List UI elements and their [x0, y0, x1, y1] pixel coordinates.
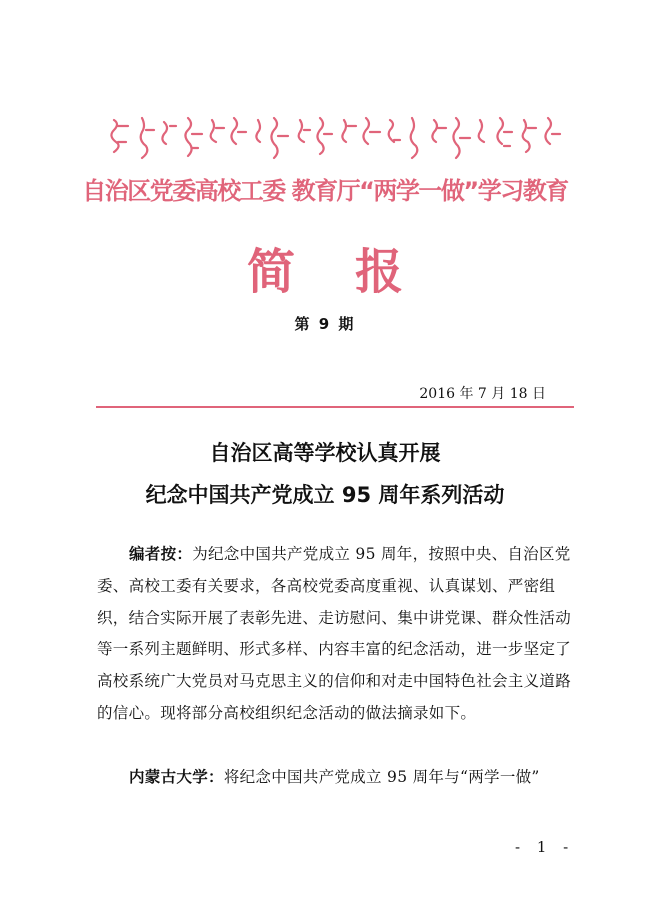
- inner-mongolia-university-paragraph: [97, 762, 573, 794]
- article-headline-line1: 自治区高等学校认真开展: [209, 441, 441, 465]
- editor-note-body: 为纪念中国共产党成立 95 周年，按照中央、自治区党委、高校工委有关要求，各高校党委高度重视、认真谋划、严密组织，结合实际开展了表彰先进、走访慰问、集中讲党课、群众性活动等一系列主题鲜明、形式多样、内容丰富的纪念活动，进一步坚定了高校系统广大党员对马克思主义的信仰和对走中国特色社会主义道路的信心。现将部分高校组织纪念活动的做法摘录如下。: [97, 545, 572, 722]
- issue-number: 第 9 期: [294, 315, 356, 333]
- page-number: - 1 -: [515, 838, 575, 856]
- paragraph2-lead: 内蒙古大学：: [129, 768, 224, 786]
- bulletin-title: 简报: [246, 244, 463, 300]
- org-title: 自治区党委高校工委 教育厅“两学一做”学习教育: [82, 177, 568, 205]
- editor-note-paragraph: [97, 539, 573, 730]
- header-divider: [96, 406, 574, 408]
- paragraph2-body: 将纪念中国共产党成立 95 周年与“两学一做”: [223, 768, 540, 786]
- article-headline-line2: 纪念中国共产党成立 95 周年系列活动: [145, 483, 505, 507]
- mongolian-script-masthead: [108, 112, 568, 168]
- editor-note-lead: 编者按：: [129, 545, 193, 563]
- issue-date: 2016 年 7 月 18 日: [419, 386, 546, 402]
